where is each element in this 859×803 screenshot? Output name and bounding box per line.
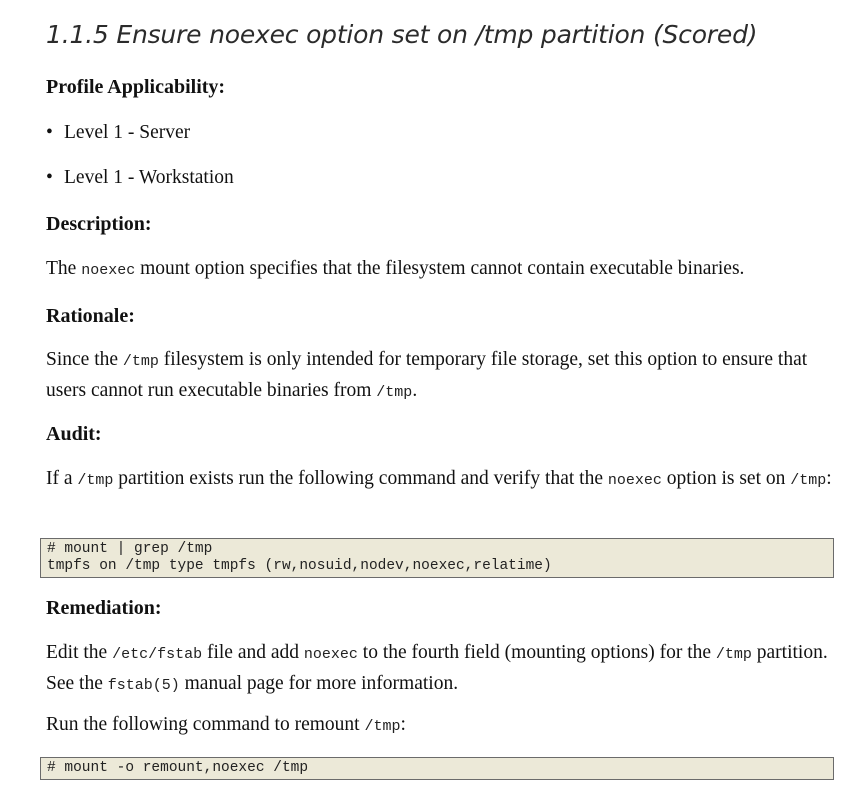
remediation-text: Edit the /etc/fstab file and add noexec to the fourth field (mounting options) for the /tmp partition. See the fstab(5) manual page for more information. [46, 642, 828, 694]
profile-heading: Profile Applicability: [46, 76, 226, 98]
profile-item-workstation: • Level 1 - Workstation [46, 167, 234, 188]
rationale-heading: Rationale: [46, 305, 135, 327]
remount-code-block [40, 757, 834, 780]
description-text: The noexec mount option specifies that the filesystem cannot contain executable binaries. [46, 258, 745, 279]
code-line: # mount | grep /tmp [47, 541, 213, 557]
page-title: 1.1.5 Ensure noexec option set on /tmp partition (Scored) [46, 20, 758, 49]
rationale-text: Since the /tmp filesystem is only intended for temporary file storage, set this option to ensure that users cannot run executable binaries from /tmp. [46, 349, 808, 401]
profile-item-server: • Level 1 - Server [46, 122, 191, 143]
audit-text: If a /tmp partition exists run the following command and verify that the noexec option is set on /tmp: [46, 468, 832, 489]
audit-heading: Audit: [46, 423, 102, 445]
audit-code-block [40, 538, 834, 578]
bullet-icon: • [46, 167, 53, 188]
description-heading: Description: [46, 213, 152, 235]
code-line: tmpfs on /tmp type tmpfs (rw,nosuid,nodev,noexec,relatime) [47, 558, 552, 574]
code-line: # mount -o remount,noexec /tmp [47, 760, 309, 776]
bullet-icon: • [46, 122, 53, 143]
remediation-heading: Remediation: [46, 597, 162, 619]
remount-text: Run the following command to remount /tmp: [46, 714, 406, 735]
